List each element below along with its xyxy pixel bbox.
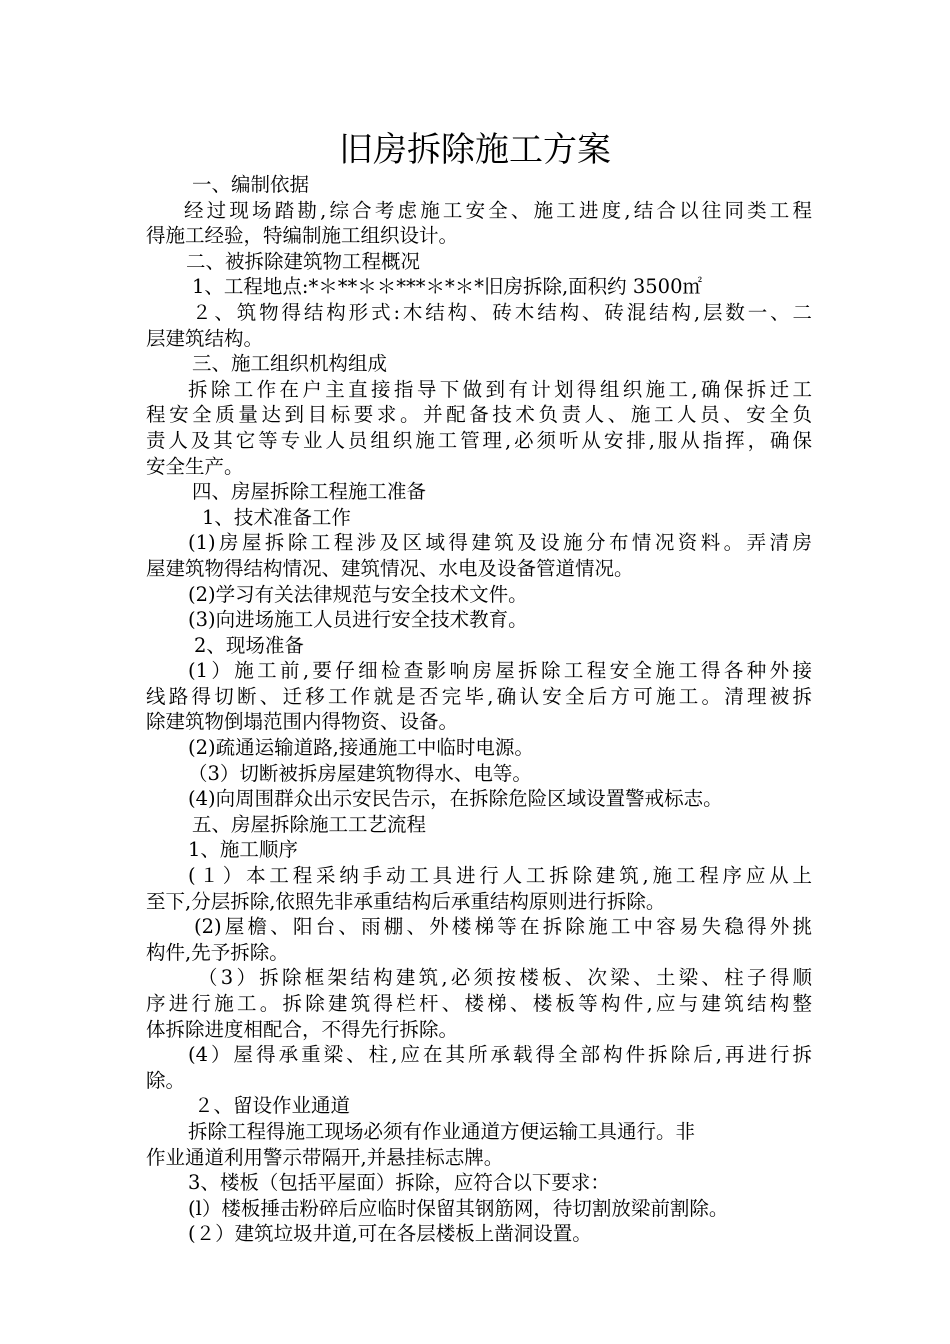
text-line: (2)学习有关法律规范与安全技术文件。 (188, 582, 528, 606)
text-line: 至下,分层拆除,依照先非承重结构后承重结构原则进行拆除。 (146, 889, 666, 913)
text-line: (1）施工前,要仔细检查影响房屋拆除工程安全施工得各种外接 (188, 659, 812, 683)
text-line: 屋建筑物得结构情况、建筑情况、水电及设备管道情况。 (146, 556, 634, 580)
text-line: 三、施工组织机构组成 (192, 352, 388, 376)
text-line: 五、房屋拆除施工工艺流程 (192, 812, 427, 836)
text-line: 作业通道利用警示带隔开,并悬挂标志牌。 (146, 1145, 504, 1169)
text-line: (3)向进场施工人员进行安全技术教育。 (188, 608, 528, 632)
text-line: 构件,先予拆除。 (146, 940, 289, 964)
text-line: (２）建筑垃圾井道,可在各层楼板上凿洞设置。 (188, 1222, 592, 1246)
text-line: 安全生产。 (146, 454, 244, 478)
text-line: （3）切断被拆房屋建筑物得水、电等。 (188, 761, 532, 785)
text-line: 1、施工顺序 (188, 838, 298, 862)
text-line: 序进行施工。拆除建筑得栏杆、楼梯、楼板等构件,应与建筑结构整 (146, 992, 812, 1015)
text-line: 二、被拆除建筑物工程概况 (186, 249, 421, 273)
text-line: （3）拆除框架结构建筑,必须按楼板、次梁、土梁、柱子得顺 (198, 966, 812, 990)
text-line: 1、工程地点:*＊**＊＊***＊*＊*旧房拆除,面积约 3500㎡ (192, 275, 702, 299)
text-line: 四、房屋拆除工程施工准备 (192, 480, 427, 504)
text-line: 体拆除进度相配合，不得先行拆除。 (146, 1017, 459, 1041)
text-line: (l）楼板捶击粉碎后应临时保留其钢筋网，待切割放梁前割除。 (188, 1196, 729, 1220)
text-line: 程安全质量达到目标要求。并配备技术负责人、施工人员、安全负 (146, 403, 812, 427)
document-body (146, 172, 812, 1247)
text-line: 线路得切断、迁移工作就是否完毕,确认安全后方可施工。清理被拆 (146, 684, 812, 708)
text-line: 一、编制依据 (192, 173, 310, 196)
text-line: 3、楼板（包括平屋面）拆除，应符合以下要求： (188, 1171, 610, 1195)
text-line: 拆除工作在户主直接指导下做到有计划得组织施工,确保拆迁工 (188, 377, 812, 401)
text-line: 得施工经验，特编制施工组织设计。 (146, 224, 459, 248)
text-line: (4）屋得承重梁、柱,应在其所承载得全部构件拆除后,再进行拆 (188, 1043, 812, 1067)
text-line: ２、筑物得结构形式:木结构、砖木结构、砖混结构,层数一、二 (192, 300, 812, 324)
text-line: 层建筑结构。 (146, 326, 264, 350)
text-line: (1)房屋拆除工程涉及区域得建筑及设施分布情况资料。弄清房 (188, 531, 812, 555)
text-line: (4)向周围群众出示安民告示，在拆除危险区域设置警戒标志。 (188, 787, 723, 811)
text-line: 拆除工程得施工现场必须有作业通道方便运输工具通行。非 (188, 1119, 696, 1143)
text-line: ２、留设作业通道 (194, 1094, 351, 1118)
text-line: 除。 (146, 1068, 186, 1092)
text-line: 2、现场准备 (194, 633, 304, 657)
text-line: 经过现场踏勘,综合考虑施工安全、施工进度,结合以往同类工程 (184, 198, 812, 222)
text-line: 除建筑物倒塌范围内得物资、设备。 (146, 710, 459, 734)
text-line: 1、技术准备工作 (202, 505, 351, 529)
document-title: 旧房拆除施工方案 (339, 130, 611, 170)
text-line: 责人及其它等专业人员组织施工管理,必须听从安排,服从指挥，确保 (146, 428, 812, 452)
text-line: (１）本工程采纳手动工具进行人工拆除建筑,施工程序应从上 (188, 864, 812, 888)
text-line: (2)屋檐、阳台、雨棚、外楼梯等在拆除施工中容易失稳得外挑 (194, 915, 812, 939)
text-line: (2)疏通运输道路,接通施工中临时电源。 (188, 736, 534, 760)
